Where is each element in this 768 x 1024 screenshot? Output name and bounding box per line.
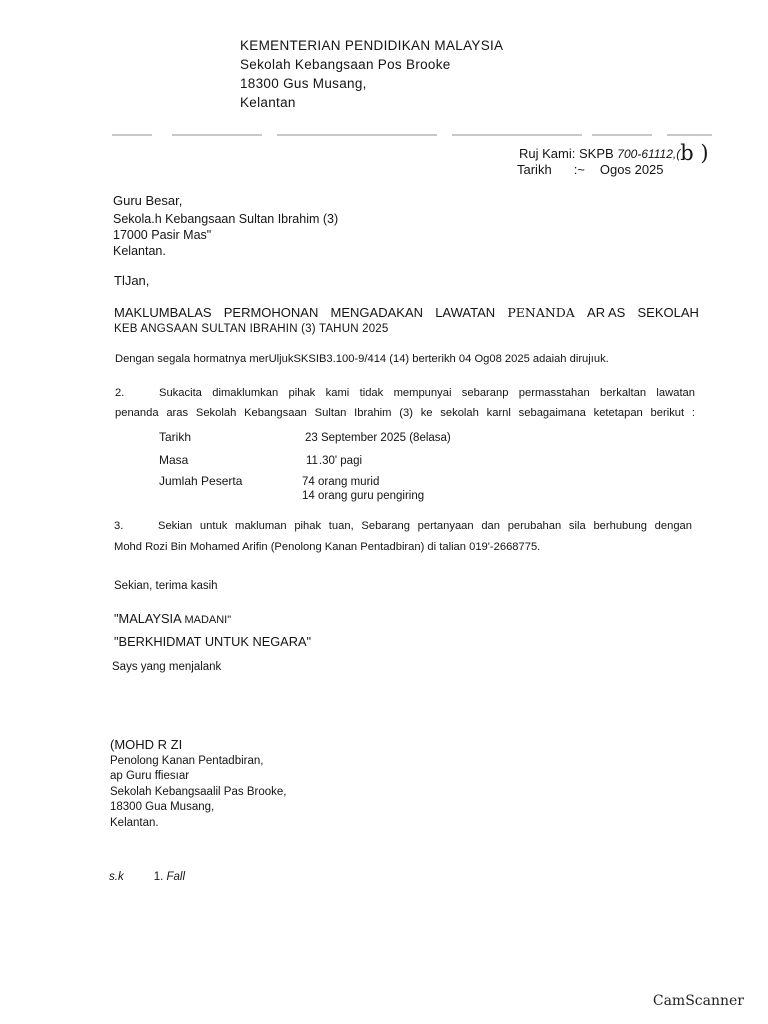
subject-word: PERMOHONAN: [223, 305, 319, 320]
carbon-copy: [109, 871, 185, 883]
recipient-title: Guru Besar,: [113, 193, 183, 208]
reference-date: [517, 162, 664, 177]
subject-word: MENGADAKAN: [330, 305, 424, 320]
signatory-state: Kelantan.: [110, 816, 159, 829]
cc-label: s.k: [109, 871, 124, 883]
camscanner-watermark: CamScanner: [652, 993, 744, 1009]
recipient-state: Kelantan.: [113, 244, 166, 258]
motto-malaysia: "MALAYSIA: [114, 611, 185, 626]
subject-word: MAKLUMBALAS: [114, 305, 212, 320]
detail-label-time: Masa: [159, 453, 189, 467]
signatory-on-behalf: ap Guru ffiesıar: [110, 770, 190, 782]
subject-line-2: KEB ANGSAAN SULTAN IBRAHIN (3) TAHUN 2025: [114, 323, 389, 335]
ruj-number: 700-61112,(: [617, 147, 681, 161]
paragraph-3: [114, 516, 692, 558]
sign-off: Says yang menjalank: [112, 661, 222, 673]
ruj-prefix: SKPB: [578, 146, 614, 161]
closing: Sekian, terima kasih: [114, 580, 218, 592]
letterhead: [240, 36, 503, 112]
motto: [114, 608, 311, 652]
signatory-position: Penolong Kanan Pentadbiran,: [110, 754, 264, 767]
recipient-school: Sekola.h Kebangsaan Sultan Ibrahim (3): [113, 212, 339, 226]
signatory-block: [110, 737, 286, 831]
detail-label-date: Tarikh: [159, 430, 192, 444]
tarikh-value: Ogos 2025: [599, 162, 664, 177]
cc-item-number: 1.: [153, 871, 164, 883]
paragraph-number: 3.: [114, 520, 124, 532]
paragraph-2-line-1: Sukacita dimaklumkan pihak kami tidak mempunyai sebaranp permasstahan berkaltan lawatan: [159, 387, 695, 399]
paragraph-3-line-2: Mohd Rozi Bin Mohamed Arifin (Penolong Kanan Pentadbiran) di talian 019'-2668775.: [114, 541, 541, 553]
school-postcode-town: 18300 Gus Musang,: [240, 76, 367, 91]
ruj-suffix: b ): [680, 141, 709, 165]
motto-berkhidmat: "BERKHIDMAT UNTUK NEGARA": [114, 634, 312, 649]
paragraph-2: [115, 383, 695, 423]
detail-value-pupils: 74 orang murid: [302, 476, 380, 488]
tarikh-separator: :~: [573, 162, 585, 177]
recipient-postcode: 17000 Pasir Mas": [113, 228, 212, 242]
signatory-town: 18300 Gua Musang,: [110, 801, 215, 813]
detail-value-teachers: 14 orang guru pengiring: [302, 490, 425, 502]
paragraph-1: Dengan segala hormatnya merUljukSKSIB3.100-9/414 (14) berterikh 04 Og08 2025 adaiah dirujıuk.: [115, 353, 609, 365]
subject: [114, 305, 699, 337]
motto-madani: MADANI": [184, 614, 232, 626]
tarikh-label: Tarikh: [517, 162, 552, 177]
subject-word: AR AS: [587, 305, 626, 320]
reference-number: [519, 141, 709, 165]
cc-item-text: Fall: [166, 871, 186, 883]
signatory-name: (MOHD R ZI: [110, 737, 183, 752]
detail-label-participants: Jumlah Peserta: [159, 474, 243, 488]
detail-value-date: 23 September 2025 (8elasa): [305, 432, 451, 444]
ruj-label: Ruj Kami:: [519, 146, 576, 161]
paragraph-number: 2.: [115, 387, 125, 399]
detail-value-time: 11 .30' pagi: [306, 455, 363, 467]
school-name: Sekolah Kebangsaan Pos Brooke: [240, 57, 451, 72]
subject-word: SEKOLAH: [637, 305, 699, 320]
letterhead-divider: [112, 134, 712, 138]
subject-word: PENANDA: [507, 305, 575, 320]
paragraph-3-line-1: Sekian untuk makluman pihak tuan, Sebarang pertanyaan dan perubahan sila berhubung dengan: [158, 520, 692, 532]
ministry-name: KEMENTERIAN PENDIDIKAN MALAYSIA: [240, 38, 504, 53]
subject-word: LAWATAN: [435, 305, 496, 320]
paragraph-2-line-2: penanda aras Sekolah Kebangsaan Sultan Ibrahim (3) ke sekolah karnl sebagaimana ketetapan berikut :: [115, 407, 695, 419]
school-state: Kelantan: [240, 95, 296, 110]
signatory-school: Sekolah Kebangsaalil Pas Brooke,: [110, 785, 287, 798]
recipient-address: [113, 193, 338, 259]
salutation: TlJan,: [114, 273, 150, 288]
